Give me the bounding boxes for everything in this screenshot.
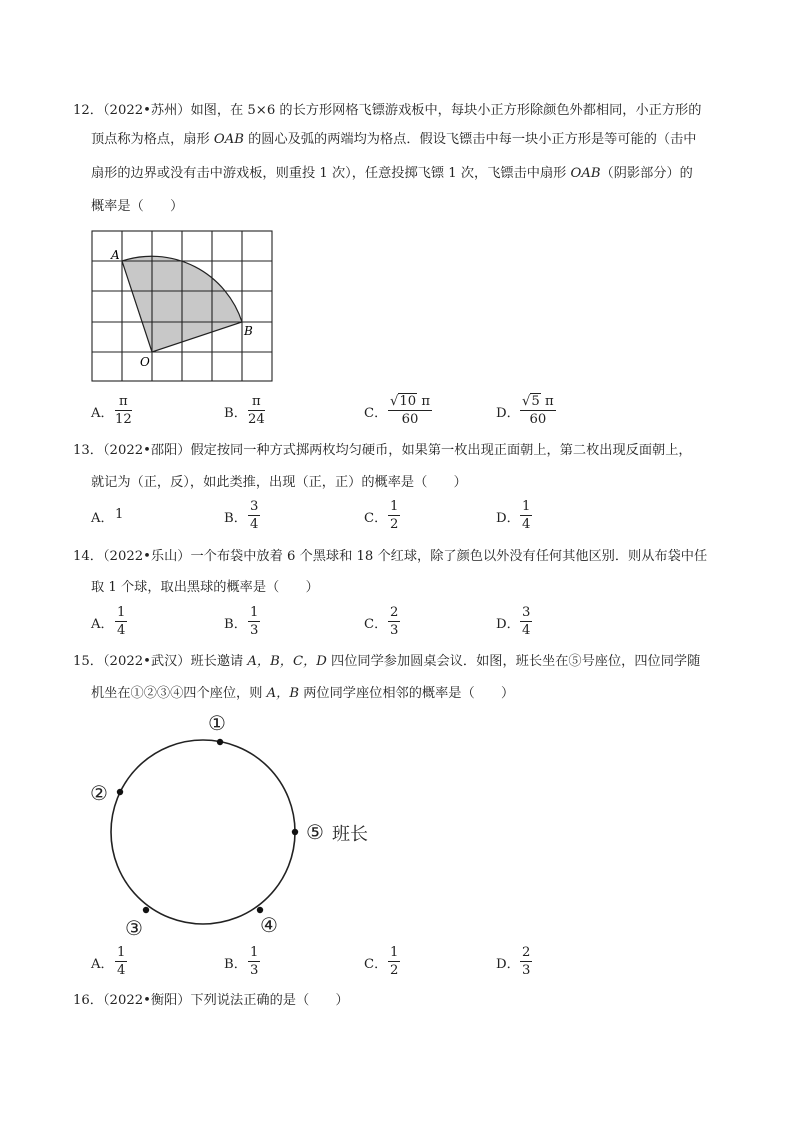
fraction: $\frac{1}{2}$ [390,945,399,978]
q12-line-1: 12．（2022•苏州）如图，在 5×6 的长方形网格飞镖游戏板中，每块小正方形除颜色外都相同，小正方形的 [73,103,702,118]
q12-line-2: 顶点称为格点，扇形 OAB 的圆心及弧的两端均为格点．假设飞镖击中每一块小正方形是等可能的（击中 [91,132,697,147]
q12-line-3: 扇形的边界或没有击中游戏板，则重投 1 次），任意投掷飞镖 1 次，飞镖击中扇形 OAB（阴影部分）的 [91,166,693,181]
seat-dot-5 [292,829,298,835]
point-label-b: B [244,324,253,338]
fraction: $\frac{2}{3}$ [522,945,531,978]
q14-line-2: 取 1 个球，取出黑球的概率是（ ） [91,580,319,595]
round-table-circle [111,740,295,924]
fraction: $\frac{√5 \pi}{60}$ [522,394,554,427]
seat-label-2: ② [90,781,108,805]
fraction: $\frac{3}{4}$ [250,499,259,532]
sqrt-symbol: √5 [522,394,540,409]
q15-line-2: 机坐在①②③④四个座位，则 A，B 两位同学座位相邻的概率是（ ） [91,686,515,701]
fraction: $\frac{√10 \pi}{60}$ [390,394,431,427]
dartboard-grid-figure [80,225,280,390]
seat-label-3: ③ [125,916,143,940]
class-monitor-label: 班长 [332,824,368,845]
fraction: $\frac{1}{2}$ [390,499,399,532]
seat-label-4: ④ [260,913,278,937]
q13-line-1: 13．（2022•邵阳）假定按同一种方式掷两枚均匀硬币，如果第一枚出现正面朝上，第二枚出现反面朝上， [73,443,692,458]
fraction: $\frac{1}{4}$ [117,945,126,978]
fraction: $\frac{\pi}{12}$ [115,394,132,427]
seat-dot-3 [143,907,149,913]
q14-line-1: 14．（2022•乐山）一个布袋中放着 6 个黑球和 18 个红球，除了颜色以外没有任何其他区别．则从布袋中任 [73,549,708,564]
fraction: $\frac{3}{4}$ [522,605,531,638]
q12-line-4: 概率是（ ） [91,199,184,214]
seat-label-1: ① [208,711,226,735]
q15-line-1: 15．（2022•武汉）班长邀请 A，B，C，D 四位同学参加圆桌会议．如图，班长坐在⑤号座位，四位同学随 [73,654,701,669]
seat-label-5: ⑤ [306,820,324,844]
seat-dot-2 [117,789,123,795]
point-label-a: A [111,248,120,262]
sqrt-symbol: √10 [390,394,417,409]
fraction: $\frac{1}{4}$ [117,605,126,638]
fraction: $\frac{1}{3}$ [250,605,259,638]
q16-line-1: 16．（2022•衡阳）下列说法正确的是（ ） [73,993,349,1008]
fraction: $\frac{\pi}{24}$ [248,394,265,427]
fraction: $\frac{1}{3}$ [250,945,259,978]
q13-line-2: 就记为（正，反），如此类推，出现（正，正）的概率是（ ） [91,475,467,490]
seat-dot-1 [217,739,223,745]
fraction: $\frac{1}{4}$ [522,499,531,532]
fraction: $\frac{2}{3}$ [390,605,399,638]
point-label-o: O [140,355,150,369]
